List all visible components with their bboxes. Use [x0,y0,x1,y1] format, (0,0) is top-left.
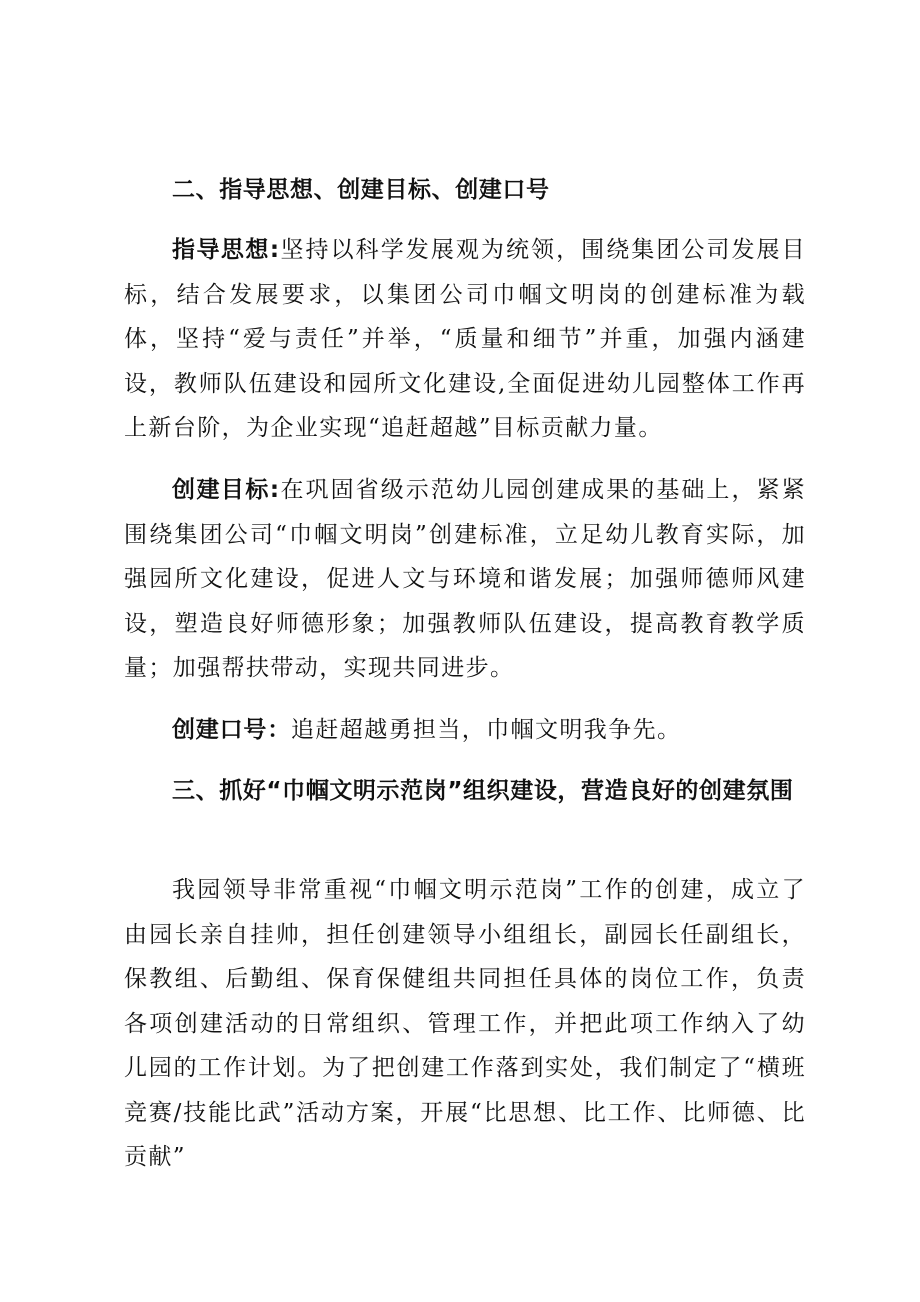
section-3-heading: 三、抓好“巾帼文明示范岗”组织建设，营造良好的创建氛围 [172,778,794,804]
section-2-heading: 二、指导思想、创建目标、创建口号 [172,177,550,203]
creation-slogan-text: 追赶超越勇担当，巾帼文明我争先。 [291,717,682,743]
guiding-ideology-text: 坚持以科学发展观为统领，围绕集团公司发展目标，结合发展要求，以集团公司巾帼文明岗的创建标准为载体，坚持“爱与责任”并举，“质量和细节”并重，加强内涵建设，教师队伍建设和园所文化建设,全面促进幼儿园整体工作再上新台阶，为企业实现“追赶超越”目标贡献力量。 [124,237,806,441]
guiding-ideology-label: 指导思想: [172,237,280,263]
creation-slogan-label: 创建口号： [172,717,291,743]
guiding-ideology-paragraph [124,228,806,451]
creation-goals-paragraph [124,468,806,691]
creation-goals-label: 创建目标: [172,477,280,503]
section-3-body-paragraph: 我园领导非常重视“巾帼文明示范岗”工作的创建，成立了由园长亲自挂帅，担任创建领导小组组长，副园长任副组长，保教组、后勤组、保育保健组共同担任具体的岗位工作，负责各项创建活动的日常组织、管理工作，并把此项工作纳入了幼儿园的工作计划。为了把创建工作落到实处，我们制定了“横班竞赛/技能比武”活动方案，开展“比思想、比工作、比师德、比贡献” [124,877,806,1170]
creation-goals-text: 在巩固省级示范幼儿园创建成果的基础上，紧紧围绕集团公司“巾帼文明岗”创建标准，立足幼儿教育实际，加强园所文化建设，促进人文与环境和谐发展；加强师德师风建设，塑造良好师德形象；加强教师队伍建设，提高教育教学质量；加强帮扶带动，实现共同进步。 [124,477,806,681]
creation-slogan-paragraph [124,708,806,753]
